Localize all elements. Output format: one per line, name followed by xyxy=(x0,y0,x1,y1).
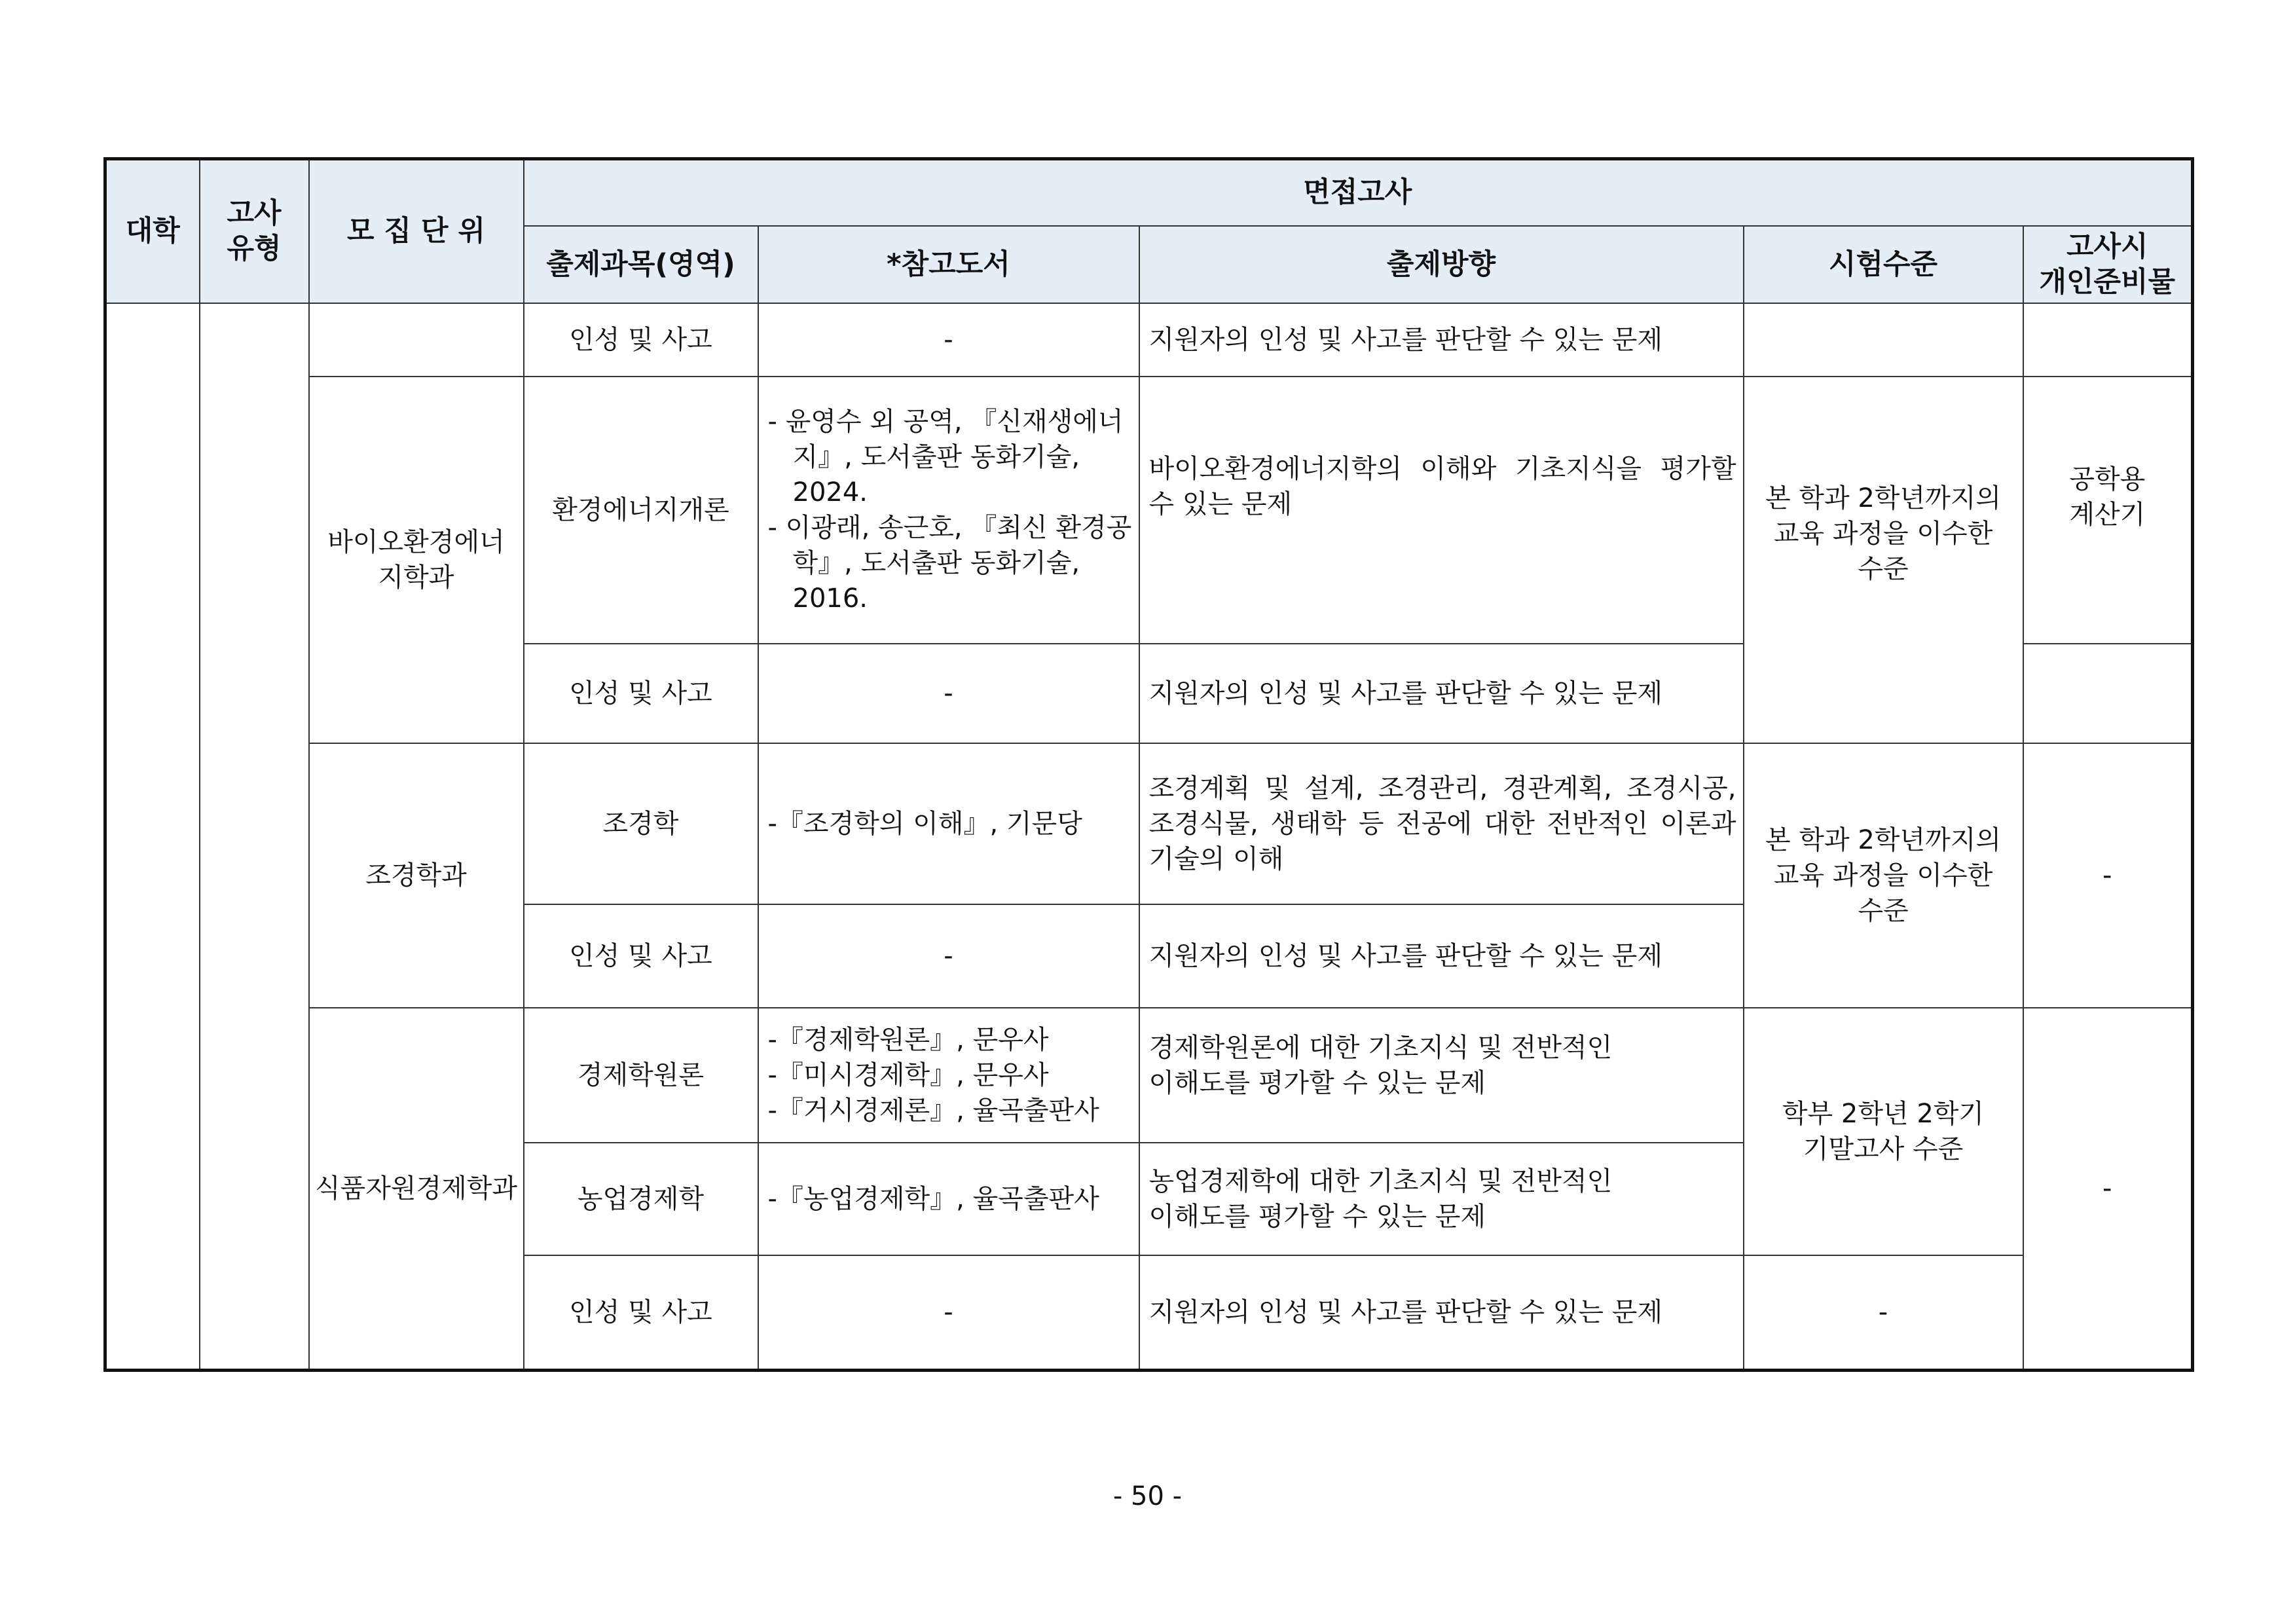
header-unit: 모 집 단 위 xyxy=(309,159,524,303)
unit-cell-bio: 바이오환경에너 지학과 xyxy=(309,377,524,743)
admission-interview-table xyxy=(103,157,2194,1372)
table-row xyxy=(105,377,2193,644)
subject-cell: 농업경제학 xyxy=(524,1143,758,1255)
header-exam-type: 고사 유형 xyxy=(200,159,309,303)
reference-cell: -『조경학의 이해』, 기문당 xyxy=(758,743,1139,904)
level-cell-food: 학부 2학년 2학기 기말고사 수준 xyxy=(1744,1008,2023,1255)
table-row xyxy=(105,1008,2193,1143)
header-university: 대학 xyxy=(105,159,200,303)
materials-cell xyxy=(2023,303,2193,377)
reference-cell: - xyxy=(758,303,1139,377)
header-interview: 면접고사 xyxy=(524,159,2193,226)
direction-cell: 지원자의 인성 및 사고를 판단할 수 있는 문제 xyxy=(1139,303,1744,377)
level-cell-landscape: 본 학과 2학년까지의 교육 과정을 이수한 수준 xyxy=(1744,743,2023,1008)
direction-cell: 지원자의 인성 및 사고를 판단할 수 있는 문제 xyxy=(1139,644,1744,743)
reference-cell: -『경제학원론』, 문우사 -『미시경제학』, 문우사 -『거시경제론』, 율곡출판사 xyxy=(758,1008,1139,1143)
direction-cell: 바이오환경에너지학의 이해와 기초지식을 평가할 수 있는 문제 xyxy=(1139,377,1744,644)
level-cell-bio: 본 학과 2학년까지의 교육 과정을 이수한 수준 xyxy=(1744,377,2023,743)
university-cell xyxy=(105,303,200,1371)
header-level: 시험수준 xyxy=(1744,226,2023,303)
subject-cell: 인성 및 사고 xyxy=(524,303,758,377)
unit-cell-landscape: 조경학과 xyxy=(309,743,524,1008)
direction-cell: 농업경제학에 대한 기초지식 및 전반적인 이해도를 평가할 수 있는 문제 xyxy=(1139,1143,1744,1255)
reference-cell: - xyxy=(758,1255,1139,1371)
subject-cell: 조경학 xyxy=(524,743,758,904)
subject-cell: 경제학원론 xyxy=(524,1008,758,1143)
subject-cell: 인성 및 사고 xyxy=(524,644,758,743)
level-cell: - xyxy=(1744,1255,2023,1371)
materials-cell-bio: 공학용 계산기 xyxy=(2023,377,2193,644)
reference-cell: - 윤영수 외 공역, 『신재생에너지』, 도서출판 동화기술, 2024. - 이광래, 송근호, 『최신 환경공학』, 도서출판 동화기술, 2016. xyxy=(758,377,1139,644)
page-number: - 50 - xyxy=(1112,1481,1183,1511)
table-row xyxy=(105,303,2193,377)
reference-cell: -『농업경제학』, 율곡출판사 xyxy=(758,1143,1139,1255)
direction-cell: 경제학원론에 대한 기초지식 및 전반적인 이해도를 평가할 수 있는 문제 xyxy=(1139,1008,1744,1143)
direction-cell: 조경계획 및 설계, 조경관리, 경관계획, 조경시공, 조경식물, 생태학 등 전공에 대한 전반적인 이론과 기술의 이해 xyxy=(1139,743,1744,904)
materials-cell-landscape: - xyxy=(2023,743,2193,1008)
subject-cell: 환경에너지개론 xyxy=(524,377,758,644)
unit-cell xyxy=(309,303,524,377)
direction-cell: 지원자의 인성 및 사고를 판단할 수 있는 문제 xyxy=(1139,904,1744,1008)
materials-cell-food: - xyxy=(2023,1008,2193,1371)
table-row xyxy=(105,743,2193,904)
header-subject: 출제과목(영역) xyxy=(524,226,758,303)
subject-cell: 인성 및 사고 xyxy=(524,904,758,1008)
reference-cell: - xyxy=(758,904,1139,1008)
materials-cell xyxy=(2023,644,2193,743)
level-cell xyxy=(1744,303,2023,377)
subject-cell: 인성 및 사고 xyxy=(524,1255,758,1371)
exam-type-cell xyxy=(200,303,309,1371)
reference-cell: - xyxy=(758,644,1139,743)
unit-cell-food: 식품자원경제학과 xyxy=(309,1008,524,1371)
direction-cell: 지원자의 인성 및 사고를 판단할 수 있는 문제 xyxy=(1139,1255,1744,1371)
header-materials: 고사시 개인준비물 xyxy=(2023,226,2193,303)
header-direction: 출제방향 xyxy=(1139,226,1744,303)
header-reference: *참고도서 xyxy=(758,226,1139,303)
